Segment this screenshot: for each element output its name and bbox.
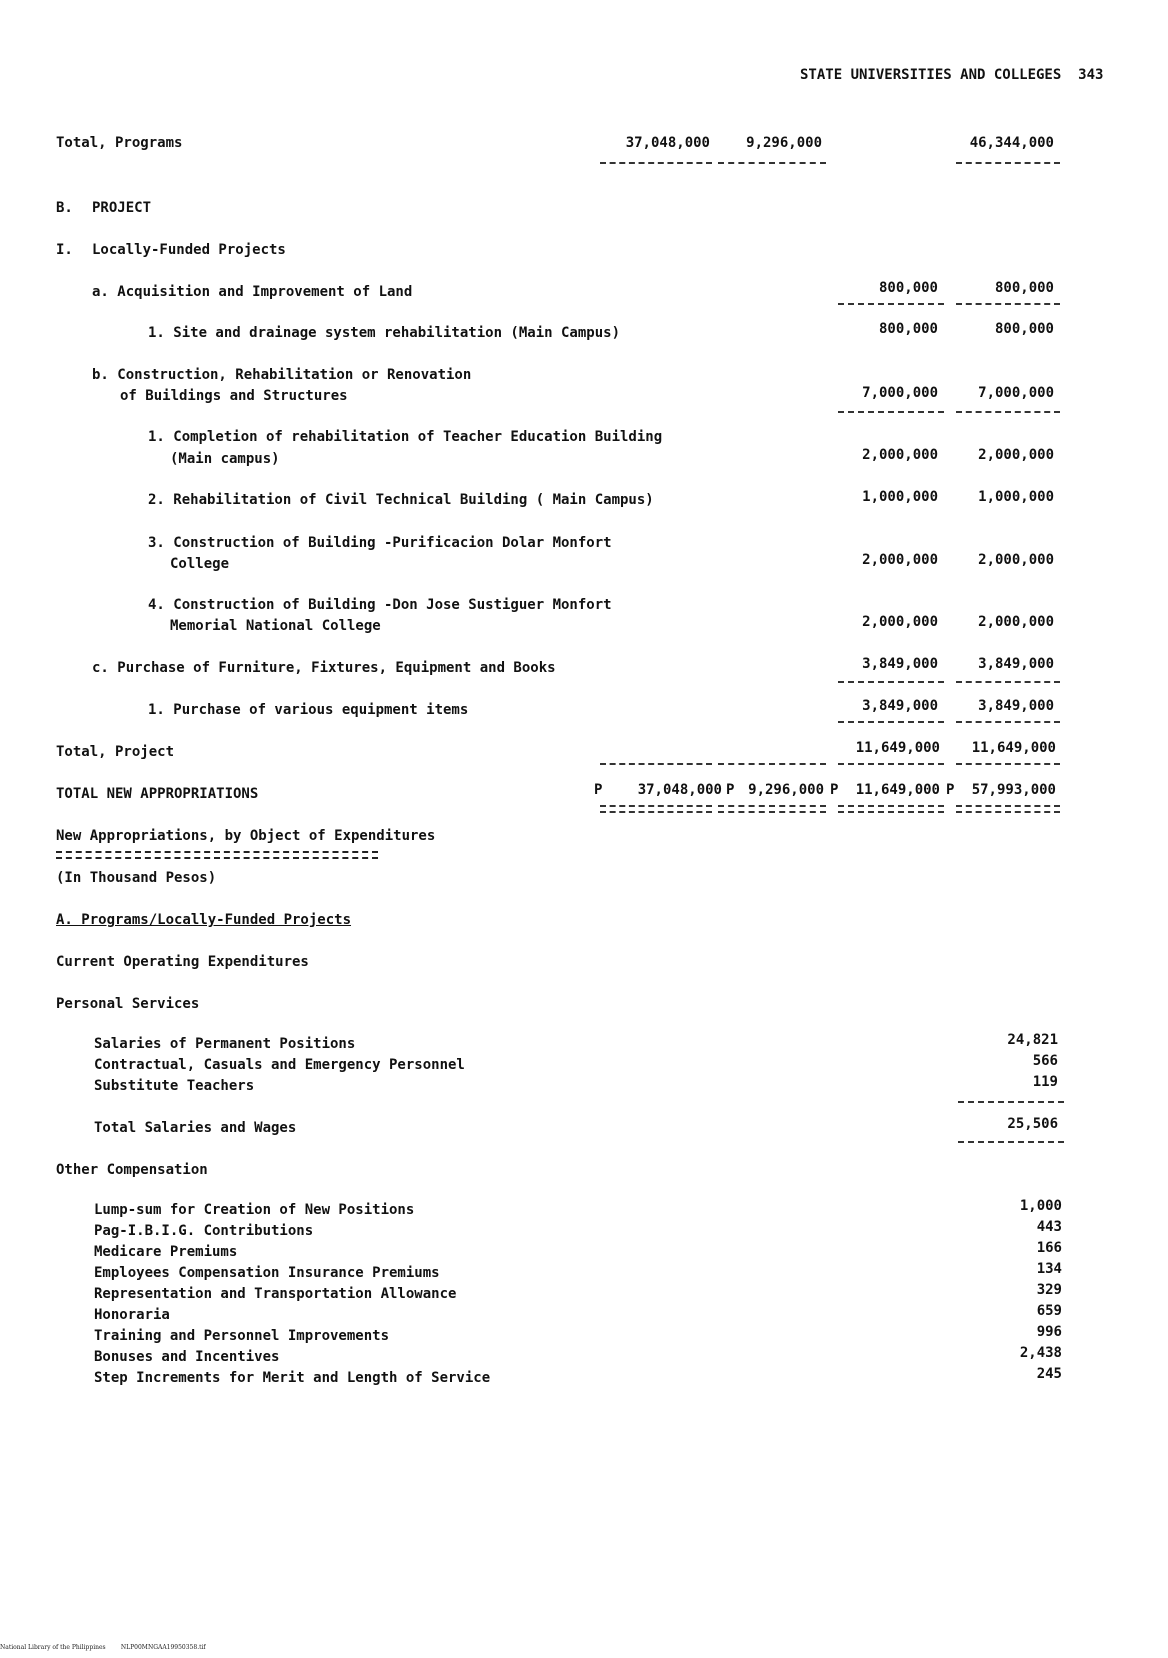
rule bbox=[958, 1141, 1064, 1143]
item-b3-line1: 3. Construction of Building -Purificacion Dolar Monfort bbox=[148, 535, 612, 551]
item-c1-co: 3,849,000 bbox=[862, 698, 938, 714]
rule bbox=[956, 411, 1060, 413]
item-c1-label: 1. Purchase of various equipment items bbox=[148, 702, 469, 718]
section-heading: A. Programs/Locally-Funded Projects bbox=[56, 912, 352, 928]
running-header bbox=[800, 66, 1103, 84]
item-a-co: 800,000 bbox=[878, 280, 938, 296]
total-new-ps: 37,048,000 bbox=[637, 782, 722, 798]
total-project-co: 11,649,000 bbox=[855, 740, 940, 756]
total-salaries-label: Total Salaries and Wages bbox=[94, 1120, 297, 1136]
item-b4-total: 2,000,000 bbox=[978, 614, 1054, 630]
footer-file: NLP00MNGAA19950358.tif bbox=[120, 1644, 206, 1651]
other-label: Training and Personnel Improvements bbox=[94, 1328, 390, 1344]
other-compensation-heading: Other Compensation bbox=[56, 1162, 208, 1178]
category-heading: Current Operating Expenditures bbox=[56, 954, 309, 970]
other-value: 245 bbox=[1036, 1366, 1062, 1382]
other-value: 166 bbox=[1036, 1240, 1062, 1256]
rule bbox=[956, 721, 1060, 723]
double-rule bbox=[718, 805, 826, 813]
item-a-total: 800,000 bbox=[994, 280, 1054, 296]
other-value: 659 bbox=[1036, 1303, 1062, 1319]
sub-roman: I. bbox=[56, 242, 73, 258]
item-c1-total: 3,849,000 bbox=[978, 698, 1054, 714]
item-a1-label: 1. Site and drainage system rehabilitation (Main Campus) bbox=[148, 325, 621, 341]
rule bbox=[956, 303, 1060, 305]
other-value: 2,438 bbox=[1019, 1345, 1062, 1361]
salary-label: Salaries of Permanent Positions bbox=[94, 1036, 356, 1052]
item-b-line1: b. Construction, Rehabilitation or Renovation bbox=[92, 367, 472, 383]
other-value: 996 bbox=[1036, 1324, 1062, 1340]
other-label: Step Increments for Merit and Length of Service bbox=[94, 1370, 491, 1386]
item-b4-line1: 4. Construction of Building -Don Jose Sustiguer Monfort bbox=[148, 597, 612, 613]
double-rule bbox=[838, 805, 944, 813]
item-b2-co: 1,000,000 bbox=[862, 489, 938, 505]
other-label: Lump-sum for Creation of New Positions bbox=[94, 1202, 415, 1218]
item-b2-total: 1,000,000 bbox=[978, 489, 1054, 505]
currency-symbol: P bbox=[946, 782, 955, 798]
total-new-total: 57,993,000 bbox=[971, 782, 1056, 798]
other-label: Medicare Premiums bbox=[94, 1244, 238, 1260]
total-project-total: 11,649,000 bbox=[971, 740, 1056, 756]
item-b3-total: 2,000,000 bbox=[978, 552, 1054, 568]
rule bbox=[600, 162, 712, 164]
rule bbox=[956, 681, 1060, 683]
footer-library: National Library of the Philippines bbox=[0, 1644, 106, 1651]
item-b2-label: 2. Rehabilitation of Civil Technical Building ( Main Campus) bbox=[148, 492, 654, 508]
rule bbox=[718, 763, 826, 765]
other-value: 443 bbox=[1036, 1219, 1062, 1235]
item-b1-co: 2,000,000 bbox=[862, 447, 938, 463]
item-c-total: 3,849,000 bbox=[978, 656, 1054, 672]
rule bbox=[838, 721, 944, 723]
other-label: Employees Compensation Insurance Premiums bbox=[94, 1265, 440, 1281]
item-b-line2: of Buildings and Structures bbox=[120, 388, 348, 404]
rule bbox=[956, 162, 1060, 164]
currency-symbol: P bbox=[594, 782, 603, 798]
other-value: 1,000 bbox=[1019, 1198, 1062, 1214]
item-b-total: 7,000,000 bbox=[978, 385, 1054, 401]
total-new-label: TOTAL NEW APPROPRIATIONS bbox=[56, 786, 259, 802]
personal-services-heading: Personal Services bbox=[56, 996, 200, 1012]
item-b-co: 7,000,000 bbox=[862, 385, 938, 401]
double-rule bbox=[600, 805, 712, 813]
rule bbox=[958, 1101, 1064, 1103]
item-a-label: a. Acquisition and Improvement of Land bbox=[92, 284, 413, 300]
item-b1-line2: (Main campus) bbox=[170, 451, 280, 467]
rule bbox=[600, 763, 712, 765]
other-label: Honoraria bbox=[94, 1307, 170, 1323]
section-title: PROJECT bbox=[92, 200, 152, 216]
total-programs-total: 46,344,000 bbox=[969, 135, 1054, 151]
salary-label: Substitute Teachers bbox=[94, 1078, 255, 1094]
item-b1-line1: 1. Completion of rehabilitation of Teacher Education Building bbox=[148, 429, 663, 445]
total-programs-ps: 37,048,000 bbox=[625, 135, 710, 151]
salary-label: Contractual, Casuals and Emergency Personnel bbox=[94, 1057, 465, 1073]
scan-footer bbox=[0, 1644, 206, 1651]
salary-value: 566 bbox=[1032, 1053, 1058, 1069]
item-c-co: 3,849,000 bbox=[862, 656, 938, 672]
currency-symbol: P bbox=[726, 782, 735, 798]
item-b3-line2: College bbox=[170, 556, 230, 572]
salary-value: 24,821 bbox=[1007, 1032, 1058, 1048]
rule bbox=[718, 162, 826, 164]
total-new-co: 11,649,000 bbox=[855, 782, 940, 798]
total-salaries-value: 25,506 bbox=[1007, 1116, 1058, 1132]
item-c-label: c. Purchase of Furniture, Fixtures, Equipment and Books bbox=[92, 660, 556, 676]
total-new-mooe: 9,296,000 bbox=[748, 782, 824, 798]
item-a1-total: 800,000 bbox=[994, 321, 1054, 337]
item-a1-co: 800,000 bbox=[878, 321, 938, 337]
title-double-rule bbox=[56, 851, 378, 859]
currency-symbol: P bbox=[830, 782, 839, 798]
total-programs-label: Total, Programs bbox=[56, 135, 183, 151]
rule bbox=[838, 681, 944, 683]
page-number: 343 bbox=[1078, 67, 1104, 83]
rule bbox=[956, 763, 1060, 765]
section-letter: B. bbox=[56, 200, 73, 216]
by-object-title: New Appropriations, by Object of Expenditures bbox=[56, 828, 436, 844]
item-b4-co: 2,000,000 bbox=[862, 614, 938, 630]
item-b1-total: 2,000,000 bbox=[978, 447, 1054, 463]
sub-title: Locally-Funded Projects bbox=[92, 242, 286, 258]
item-b3-co: 2,000,000 bbox=[862, 552, 938, 568]
total-project-label: Total, Project bbox=[56, 744, 175, 760]
other-value: 329 bbox=[1036, 1282, 1062, 1298]
other-value: 134 bbox=[1036, 1261, 1062, 1277]
salary-value: 119 bbox=[1032, 1074, 1058, 1090]
other-label: Pag-I.B.I.G. Contributions bbox=[94, 1223, 314, 1239]
double-rule bbox=[956, 805, 1060, 813]
rule bbox=[838, 303, 944, 305]
unit-note: (In Thousand Pesos) bbox=[56, 870, 217, 886]
total-programs-mooe: 9,296,000 bbox=[746, 135, 822, 151]
item-b4-line2: Memorial National College bbox=[170, 618, 381, 634]
other-label: Bonuses and Incentives bbox=[94, 1349, 280, 1365]
other-label: Representation and Transportation Allowance bbox=[94, 1286, 457, 1302]
header-title: STATE UNIVERSITIES AND COLLEGES bbox=[800, 67, 1062, 83]
rule bbox=[838, 763, 944, 765]
rule bbox=[838, 411, 944, 413]
